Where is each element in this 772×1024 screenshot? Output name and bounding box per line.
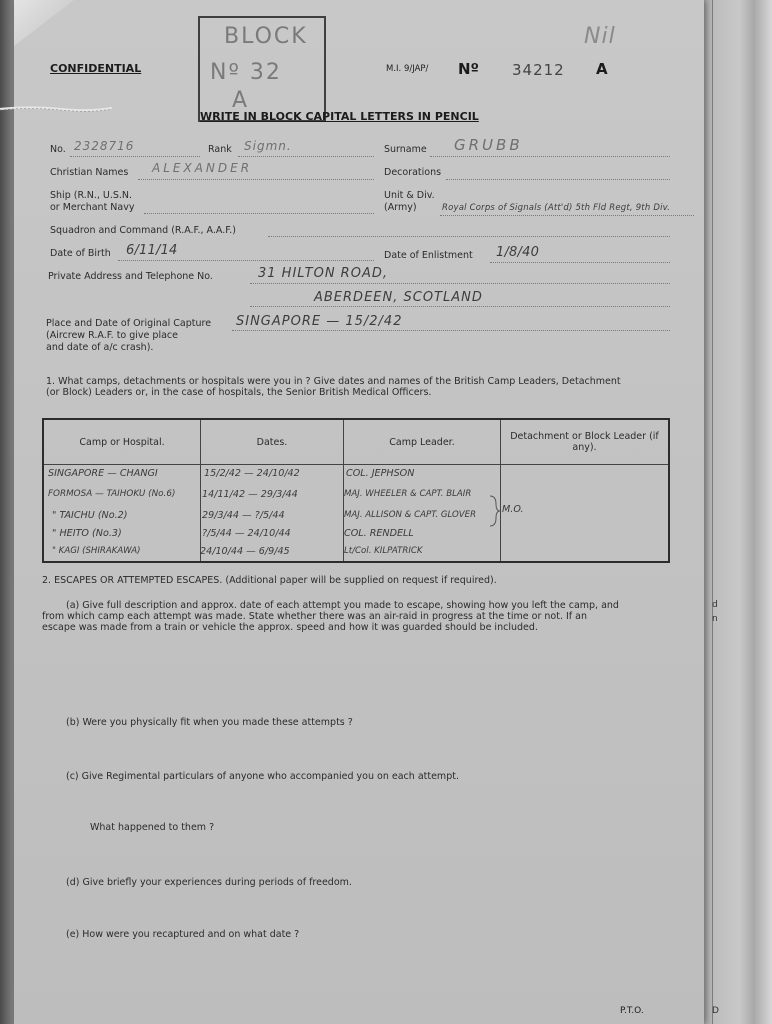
question-1-line-2: (or Block) Leaders or, in the case of hospitals, the Senior British Medical Officers.	[46, 387, 432, 398]
unit-label-2: (Army)	[384, 202, 417, 213]
instruction-label: WRITE IN BLOCK CAPITAL LETTERS IN PENCIL	[200, 110, 479, 123]
binding-string	[0, 104, 112, 114]
stamp-line-1: BLOCK	[224, 24, 308, 49]
rank-value: Sigmn.	[244, 139, 292, 153]
detachment-note: M.O.	[502, 504, 524, 515]
unit-value: Royal Corps of Signals (Att'd) 5th Fld Regt, 9th Div.	[442, 203, 671, 213]
page-edge-line	[712, 0, 713, 1024]
ship-label-2: or Merchant Navy	[50, 202, 135, 213]
table-row-dates: ?/5/44 — 24/10/44	[202, 528, 291, 539]
question-2a-line-1: (a) Give full description and approx. date of each attempt you made to escape, showing how you left the camp, and	[66, 600, 619, 611]
table-row-dates: 14/11/42 — 29/3/44	[202, 489, 298, 500]
detachment-brace	[488, 494, 502, 528]
rank-label: Rank	[208, 144, 232, 155]
edge-letter: n	[712, 614, 718, 624]
table-row-dates: 24/10/44 — 6/9/45	[200, 546, 290, 557]
capture-label-2: (Aircrew R.A.F. to give place	[46, 330, 178, 341]
dob-value: 6/11/14	[126, 243, 178, 258]
capture-label-1: Place and Date of Original Capture	[46, 318, 212, 329]
rank-line	[238, 156, 374, 157]
address-line-1-rule	[250, 283, 670, 284]
question-2-heading: 2. ESCAPES OR ATTEMPTED ESCAPES. (Additional paper will be supplied on request if required).	[42, 575, 497, 586]
dob-label: Date of Birth	[50, 248, 111, 259]
capture-label-3: and date of a/c crash).	[46, 342, 154, 353]
table-row-camp: " HEITO (No.3)	[52, 528, 122, 539]
table-row-leader: MAJ. ALLISON & CAPT. GLOVER	[344, 510, 477, 520]
no-line	[70, 156, 200, 157]
edge-letter: D	[712, 1006, 719, 1016]
underlying-pages	[700, 0, 772, 1024]
question-2a-line-3: escape was made from a train or vehicle the approx. speed and how it was guarded should be included.	[42, 622, 538, 633]
header-detachment: Detachment or Block Leader (if any).	[501, 419, 670, 465]
no-label: No.	[50, 144, 66, 155]
christian-names-value: ALEXANDER	[152, 161, 253, 175]
stamp-line-2: Nº 32	[210, 60, 282, 85]
table-row-camp: " TAICHU (No.2)	[52, 510, 128, 521]
enlistment-value: 1/8/40	[496, 245, 540, 260]
address-line-2-rule	[250, 306, 670, 307]
enlistment-label: Date of Enlistment	[384, 250, 473, 261]
address-label: Private Address and Telephone No.	[48, 271, 213, 282]
table-row-leader: Lt/Col. KILPATRICK	[344, 546, 423, 556]
ship-line	[144, 213, 374, 214]
question-2c-follow-up: What happened to them ?	[90, 822, 215, 833]
nil-annotation: Nil	[584, 24, 616, 49]
header-camp: Camp or Hospital.	[43, 419, 201, 465]
christian-names-label: Christian Names	[50, 167, 129, 178]
surname-line	[430, 156, 670, 157]
header-leader: Camp Leader.	[344, 419, 501, 465]
table-row-dates: 15/2/42 — 24/10/42	[204, 468, 300, 479]
question-2a-line-2: from which camp each attempt was made. State whether there was an air-raid in progress at the time or not. If an	[42, 611, 588, 622]
table-row-leader: MAJ. WHEELER & CAPT. BLAIR	[344, 489, 472, 499]
capture-value: SINGAPORE — 15/2/42	[236, 314, 403, 329]
decorations-line	[446, 179, 670, 180]
dob-line	[118, 260, 374, 261]
classification-label: CONFIDENTIAL	[50, 62, 142, 75]
question-2c: (c) Give Regimental particulars of anyone who accompanied you on each attempt.	[66, 771, 459, 782]
address-line-1: 31 HILTON ROAD,	[258, 266, 388, 281]
squadron-label: Squadron and Command (R.A.F., A.A.F.)	[50, 225, 236, 236]
surname-value: GRUBB	[454, 136, 523, 154]
question-2d: (d) Give briefly your experiences during periods of freedom.	[66, 877, 352, 888]
form-suffix: A	[596, 60, 608, 78]
question-2e: (e) How were you recaptured and on what date ?	[66, 929, 300, 940]
enlistment-line	[490, 262, 670, 263]
surname-label: Surname	[384, 144, 427, 155]
table-row-camp: FORMOSA — TAIHOKU (No.6)	[48, 489, 176, 499]
header-dates: Dates.	[201, 419, 344, 465]
stamp-line-3: A	[232, 88, 250, 113]
capture-line	[232, 330, 670, 331]
reference-label: M.I. 9/JAP/	[386, 64, 429, 74]
table-row-leader: COL. JEPHSON	[346, 468, 415, 479]
pto-label: P.T.O.	[620, 1006, 644, 1016]
number-label: Nº	[458, 60, 480, 78]
unit-line	[440, 215, 694, 216]
squadron-line	[268, 236, 670, 237]
question-1-line-1: 1. What camps, detachments or hospitals were you in ? Give dates and names of the British Camp Leaders, Detachment	[46, 376, 621, 387]
question-2b: (b) Were you physically fit when you made these attempts ?	[66, 717, 353, 728]
table-row-dates: 29/3/44 — ?/5/44	[202, 510, 285, 521]
table-row-camp: " KAGI (SHIRAKAWA)	[52, 546, 141, 556]
decorations-label: Decorations	[384, 167, 442, 178]
unit-label-1: Unit & Div.	[384, 190, 435, 201]
table-row-camp: SINGAPORE — CHANGI	[48, 468, 158, 479]
christian-names-line	[138, 179, 374, 180]
address-line-2: ABERDEEN, SCOTLAND	[314, 290, 483, 305]
table-row-leader: COL. RENDELL	[344, 528, 414, 539]
no-value: 2328716	[74, 139, 135, 153]
ship-label-1: Ship (R.N., U.S.N.	[50, 190, 133, 201]
edge-letter: d	[712, 600, 718, 610]
form-number: 34212	[512, 61, 565, 79]
